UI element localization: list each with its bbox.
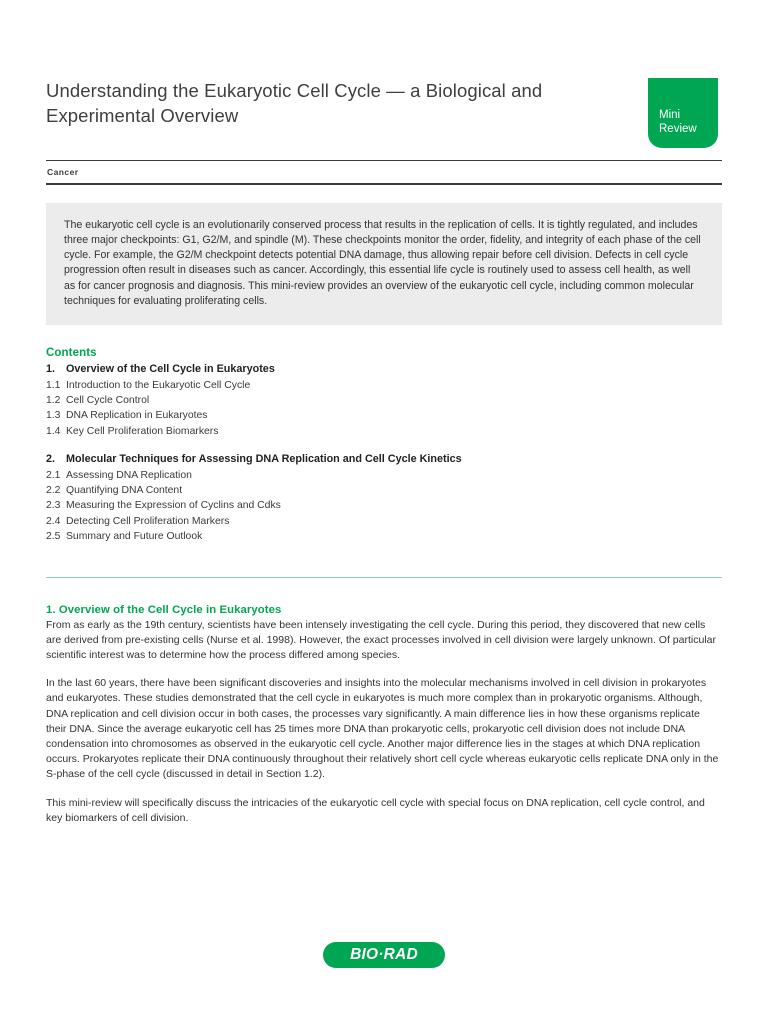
body-paragraph: From as early as the 19th century, scientists have been intensely investigating the cell cycle. During this period, they discovered that new cells are derived from pre-existing cells (Nurse et al. 1998). However, the exact processes involved in cell division were largely unknown. Of particular scientific interest was to determine how the process differed among species. [46, 618, 716, 662]
toc-item[interactable] [46, 514, 722, 529]
toc-section-title: Overview of the Cell Cycle in Eukaryotes [66, 363, 275, 375]
toc-item[interactable] [46, 468, 722, 483]
toc-item-label: Detecting Cell Proliferation Markers [66, 515, 230, 527]
toc-section-number: 1. [46, 363, 56, 375]
mini-review-badge [648, 78, 718, 148]
toc-item[interactable] [46, 424, 722, 439]
toc-item[interactable] [46, 408, 722, 423]
toc-item-label: Summary and Future Outlook [66, 531, 203, 543]
toc-item-number: 2.5 [46, 531, 61, 543]
document-header [0, 0, 768, 135]
toc-item-number: 2.2 [46, 485, 61, 497]
toc-section-2 [46, 452, 722, 545]
toc-section-number: 2. [46, 453, 56, 466]
contents-heading: Contents [46, 347, 97, 359]
rule-bottom [46, 183, 722, 184]
toc-item[interactable] [46, 378, 722, 393]
toc-section-title: Molecular Techniques for Assessing DNA Replication and Cell Cycle Kinetics [66, 453, 462, 466]
title-row [46, 78, 722, 128]
toc-item-number: 1.1 [46, 379, 61, 391]
body-paragraph: This mini-review will specifically discuss the intricacies of the eukaryotic cell cycle with special focus on DNA replication, cell cycle control, and key biomarkers of cell division. [46, 796, 705, 824]
abstract-text: The eukaryotic cell cycle is an evolutionarily conserved process that results in the replication of cells. It is tightly regulated, and includes three major checkpoints: G1, G2/M, and spindle (M). These checkpoints monitor the order, fidelity, and integrity of each phase of the cell cycle. For example, the G2/M checkpoint detects potential DNA damage, thus allowing repair before cell division. Defects in cell cycle progression often result in diseases such as cancer. Accordingly, this essential life cycle is routinely used to assess cell health, as well as for cancer prognosis and diagnosis. This mini-review provides an overview of the eukaryotic cell cycle, including common molecular techniques for evaluating proliferating cells. [64, 218, 701, 307]
bio-rad-logo [323, 942, 445, 968]
toc-item[interactable] [46, 393, 722, 408]
body-section-1 [46, 604, 722, 826]
body-paragraph: In the last 60 years, there have been significant discoveries and insights into the molecular mechanisms involved in cell division in prokaryotes and eukaryotes. These studies demonstrated that the cell cycle in eukaryotes is much more complex than in prokaryotic organisms. Although, DNA replication and cell division occur in both cases, the processes vary significantly. A main difference lies in how these organisms replicate their DNA. Since the average eukaryotic cell has 25 times more DNA than prokaryotic cells, prokaryotic cell division does not include DNA condensation into chromosomes as observed in the eukaryotic cell cycle. Another major difference lies in the stages at which DNA replication occurs. Prokaryotes replicate their DNA continuously throughout their relatively short cell cycle whereas eukaryotic cells replicate DNA only in the S-phase of the cell cycle (discussed in detail in Section 1.2). [46, 677, 719, 781]
toc-item-label: Cell Cycle Control [66, 394, 150, 406]
toc-item-label: Key Cell Proliferation Biomarkers [66, 425, 219, 437]
toc-item-number: 1.3 [46, 410, 61, 422]
document-footer [0, 942, 768, 968]
toc-item-label: Quantifying DNA Content [66, 485, 183, 497]
bio-rad-logo-text: BIO·RAD [350, 946, 418, 963]
toc-item[interactable] [46, 483, 722, 498]
badge-line-2: Review [659, 123, 697, 135]
page-title: Understanding the Eukaryotic Cell Cycle — a Biological and Experimental Overview [46, 80, 543, 126]
toc-item-label: Introduction to the Eukaryotic Cell Cycle [66, 379, 251, 391]
toc-item-label: DNA Replication in Eukaryotes [66, 410, 208, 422]
section-divider [46, 577, 722, 578]
toc-item-number: 1.4 [46, 425, 61, 437]
category-label: Cancer [47, 167, 79, 178]
toc-item[interactable] [46, 529, 722, 544]
toc-item-label: Measuring the Expression of Cyclins and Cdks [66, 500, 281, 512]
abstract-box [46, 203, 722, 325]
toc-item-label: Assessing DNA Replication [66, 469, 192, 481]
toc-item-number: 2.3 [46, 500, 61, 512]
toc-item-number: 2.4 [46, 515, 61, 527]
toc-item-number: 1.2 [46, 394, 61, 406]
badge-line-1: Mini [659, 109, 681, 121]
toc-section-1 [46, 362, 722, 439]
section-heading: 1. Overview of the Cell Cycle in Eukaryotes [46, 603, 282, 616]
toc-item[interactable] [46, 498, 722, 513]
contents-block [46, 347, 722, 545]
toc-item-number: 2.1 [46, 469, 61, 481]
category-block [46, 160, 722, 185]
toc-section-heading[interactable] [46, 452, 722, 468]
toc-section-heading[interactable] [46, 362, 722, 378]
